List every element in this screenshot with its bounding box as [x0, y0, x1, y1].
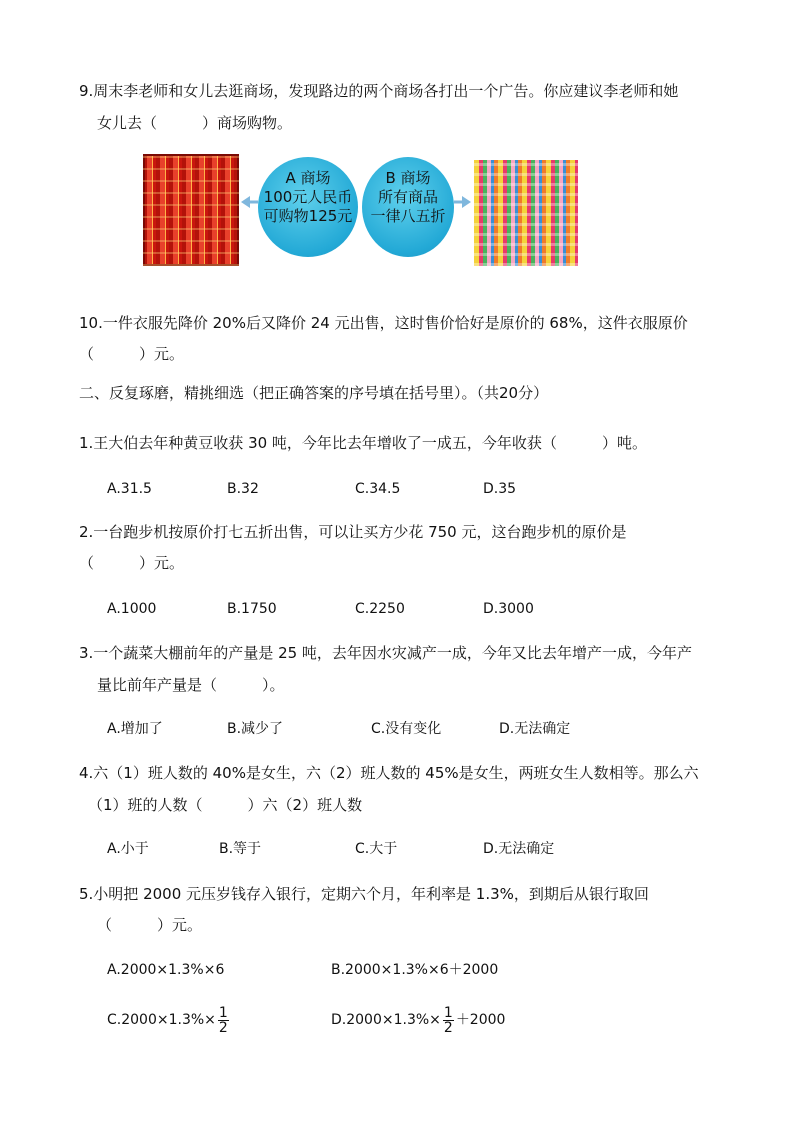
mall-a-line3: 可购物125元	[263, 207, 353, 225]
mall-a-title: A 商场	[285, 169, 331, 187]
mc-q1-option-a: A.31.5	[107, 481, 152, 497]
mc-q5-option-b: B.2000×1.3%×6＋2000	[331, 962, 499, 978]
mc-q5-option-c	[107, 1004, 231, 1036]
mc-q2-text-line1: 2.一台跑步机按原价打七五折出售，可以让买方少花 750 元，这台跑步机的原价是	[79, 523, 627, 541]
fraction-numerator: 1	[443, 1004, 453, 1021]
mc-q5-option-d-text: D.2000×1.3%×	[331, 1012, 441, 1028]
mc-q5-text-line1: 5.小明把 2000 元压岁钱存入银行，定期六个月，年利率是 1.3%，到期后从银行取回	[79, 885, 649, 903]
mc-q1-option-d: D.35	[483, 481, 517, 497]
mc-q4-option-b: B.等于	[219, 841, 262, 857]
mc-q4-text-line1: 4.六（1）班人数的 40%是女生，六（2）班人数的 45%是女生，两班女生人数相等。那么六	[79, 764, 699, 782]
mc-q3-text-line2: 量比前年产量是（ ）。	[97, 676, 285, 694]
mc-q2-text-line2: （ ）元。	[79, 554, 185, 572]
mall-b-line2: 所有商品	[377, 188, 438, 206]
left-arrow-icon	[241, 196, 250, 208]
fraction-denominator: 2	[443, 1019, 453, 1036]
mc-q2-option-d: D.3000	[483, 601, 534, 617]
mall-a-line2: 100元人民币	[263, 188, 353, 206]
mc-q1-option-b: B.32	[227, 481, 259, 497]
section-2-heading: 二、反复琢磨，精挑细选（把正确答案的序号填在括号里）。（共20分）	[79, 384, 549, 402]
mc-q4-option-a: A.小于	[107, 841, 149, 857]
q9-text-line2: 女儿去（ ）商场购物。	[97, 114, 293, 132]
mall-b-line3: 一律八五折	[370, 207, 446, 225]
mc-q5-option-a: A.2000×1.3%×6	[107, 962, 225, 978]
mc-q3-text-line1: 3.一个蔬菜大棚前年的产量是 25 吨，去年因水灾减产一成，今年又比去年增产一成，今年产	[79, 644, 692, 662]
fraction-one-half	[218, 1006, 229, 1035]
q10-text-line1: 10.一件衣服先降价 20%后又降价 24 元出售，这时售价恰好是原价的 68%，这件衣服原价	[79, 314, 688, 332]
mc-q3-option-c: C.没有变化	[371, 721, 442, 737]
mc-q4-option-c: C.大于	[355, 841, 398, 857]
mc-q5-option-c-text: C.2000×1.3%×	[107, 1012, 216, 1028]
fraction-denominator: 2	[218, 1019, 228, 1036]
mc-q3-option-a: A.增加了	[107, 721, 163, 737]
mc-q3-option-b: B.减少了	[227, 721, 284, 737]
mc-q2-option-a: A.1000	[107, 601, 157, 617]
mc-q2-option-c: C.2250	[355, 601, 405, 617]
q9-text-line1: 9.周末李老师和女儿去逛商场，发现路边的两个商场各打出一个广告。你应建议李老师和她	[79, 82, 679, 100]
mc-q5-text-line2: （ ）元。	[97, 916, 203, 934]
mc-q3-option-d: D.无法确定	[499, 721, 571, 737]
q10-text-line2: （ ）元。	[79, 345, 185, 363]
mall-b-title: B 商场	[385, 169, 431, 187]
mc-q1-text: 1.王大伯去年种黄豆收获 30 吨，今年比去年增收了一成五，今年收获（ ）吨。	[79, 434, 647, 452]
mc-q1-option-c: C.34.5	[355, 481, 401, 497]
mc-q5-option-d-suffix: ＋2000	[455, 1012, 506, 1028]
mc-q2-option-b: B.1750	[227, 601, 277, 617]
mc-q5-option-d	[331, 1004, 505, 1036]
mc-q4-text-line2: （1）班的人数（ ）六（2）班人数	[88, 796, 363, 814]
mall-b-ad-bubble	[362, 157, 454, 257]
right-arrow-icon	[462, 196, 471, 208]
fraction-one-half	[443, 1006, 454, 1035]
mall-a-ad-bubble	[258, 157, 358, 257]
fraction-numerator: 1	[218, 1004, 228, 1021]
mc-q4-option-d: D.无法确定	[483, 841, 555, 857]
